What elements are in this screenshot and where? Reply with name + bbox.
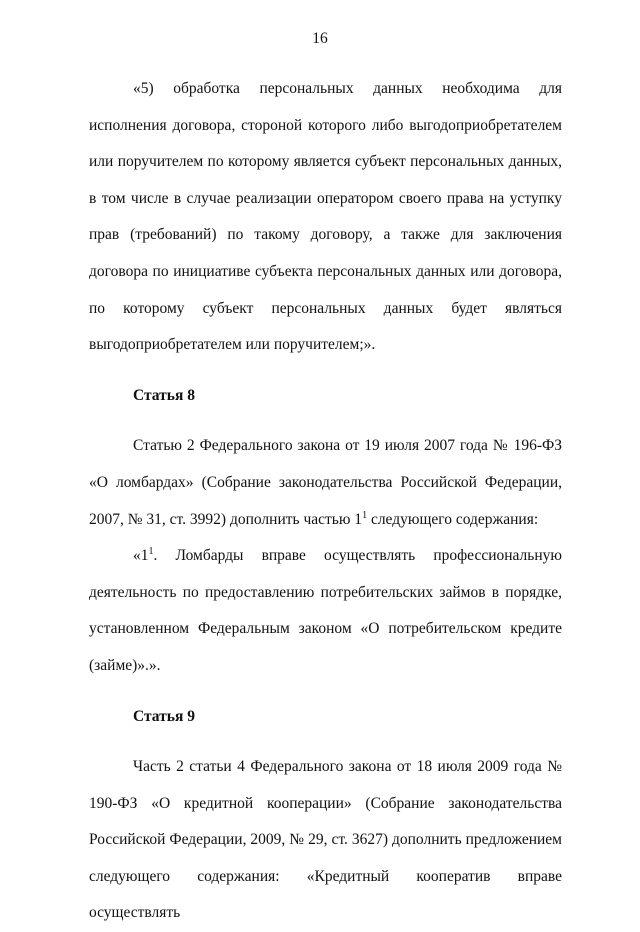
paragraph-part-1-1-pawnshops (89, 538, 562, 684)
paragraph-item-5-personal-data: «5) обработка персональных данных необходима для исполнения договора, стороной которого либо выгодоприобретателем или поручителем по которому является субъект персональных данных, в том числе в случае реализации оператором своего права на уступку прав (требований) по такому договору, а также для заключения договора по инициативе субъекта персональных данных или договора, по которому субъект персональных данных будет являться выгодоприобретателем или поручителем;». (89, 80, 562, 354)
superscript: 1 (148, 546, 154, 558)
page-number: 16 (312, 30, 328, 47)
paragraph-text: . Ломбарды вправе осуществлять профессиональную деятельность по предоставлению потребительских займов в порядке, установленном Федеральным законом «О потребительском кредите (займе)».». (89, 547, 562, 674)
document-body (89, 71, 562, 932)
heading-article-9: Статья 9 (133, 707, 195, 725)
paragraph-text: «1 (133, 547, 149, 565)
paragraph-text: следующего содержания: (367, 510, 539, 528)
paragraph-article-8-amendment (89, 428, 562, 538)
paragraph-article-9-amendment: Часть 2 статьи 4 Федерального закона от 18 июля 2009 года № 190-ФЗ «О кредитной кооперации» (Собрание законодательства Российской Федерации, 2009, № 29, ст. 3627) дополнить предложением следующего содержания: «Кредитный кооператив вправе осуществлять (89, 758, 562, 922)
heading-article-8: Статья 8 (133, 386, 195, 404)
paragraph-text: Статью 2 Федерального закона от 19 июля 2007 года № 196-ФЗ «О ломбардах» (Собрание законодательства Российской Федерации, 2007, № 31, ст. 3992) дополнить частью 1 (89, 437, 562, 528)
superscript: 1 (362, 509, 368, 521)
